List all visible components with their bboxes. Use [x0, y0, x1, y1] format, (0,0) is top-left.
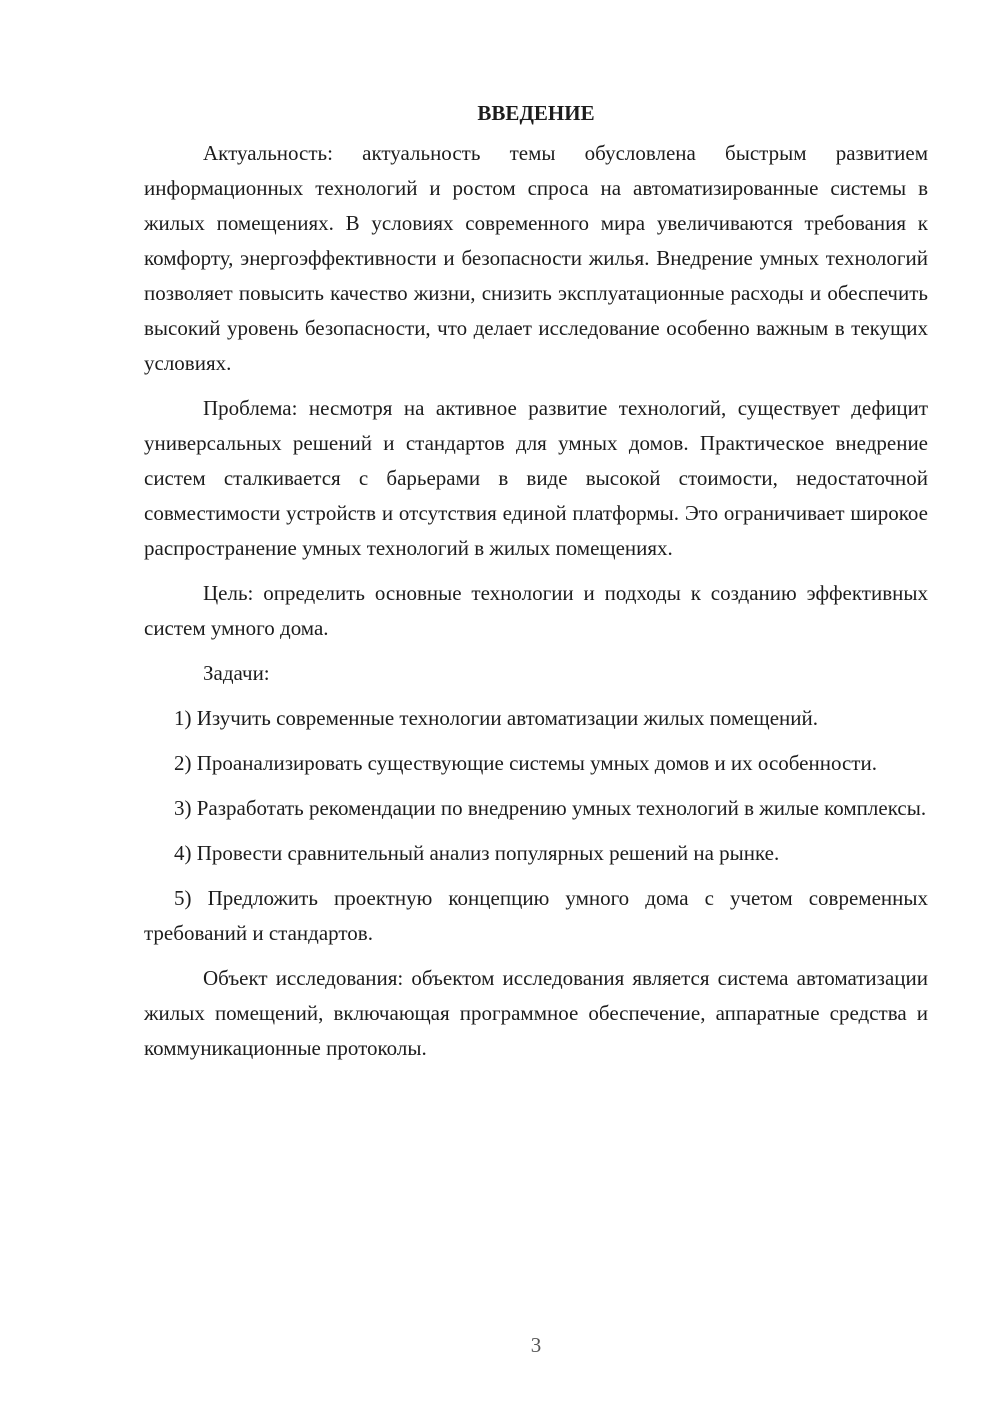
- task-item: 5) Предложить проектную концепцию умного дома с учетом современных требований и стандартов.: [144, 886, 928, 945]
- task-item: 3) Разработать рекомендации по внедрению умных технологий в жилые комплексы.: [174, 796, 927, 820]
- problem-paragraph: Проблема: несмотря на активное развитие технологий, существует дефицит универсальных решений и стандартов для умных домов. Практическое внедрение систем сталкивается с барьерами в виде высокой стоимости, недостаточной совместимости устройств и отсутствия единой платформы. Это ограничивает широкое распространение умных технологий в жилых помещениях.: [144, 396, 928, 560]
- object-paragraph: Объект исследования: объектом исследования является система автоматизации жилых помещений, включающая программное обеспечение, аппаратные средства и коммуникационные протоколы.: [144, 966, 928, 1060]
- tasks-list: [144, 701, 928, 951]
- tasks-label: Задачи:: [203, 661, 270, 685]
- relevance-paragraph: Актуальность: актуальность темы обусловлена быстрым развитием информационных технологий и ростом спроса на автоматизированные системы в жилых помещениях. В условиях современного мира увеличиваются требования к комфорту, энергоэффективности и безопасности жилья. Внедрение умных технологий позволяет повысить качество жизни, снизить эксплуатационные расходы и обеспечить высокий уровень безопасности, что делает исследование особенно важным в текущих условиях.: [144, 141, 928, 375]
- page-number: 3: [530, 1333, 542, 1357]
- task-item: 4) Провести сравнительный анализ популярных решений на рынке.: [174, 841, 780, 865]
- task-item: 2) Проанализировать существующие системы умных домов и их особенности.: [174, 751, 877, 775]
- goal-paragraph: Цель: определить основные технологии и подходы к созданию эффективных систем умного дома.: [144, 581, 928, 640]
- section-heading: ВВЕДЕНИЕ: [477, 101, 595, 125]
- task-item: 1) Изучить современные технологии автоматизации жилых помещений.: [174, 706, 819, 730]
- document-body: [144, 96, 928, 1076]
